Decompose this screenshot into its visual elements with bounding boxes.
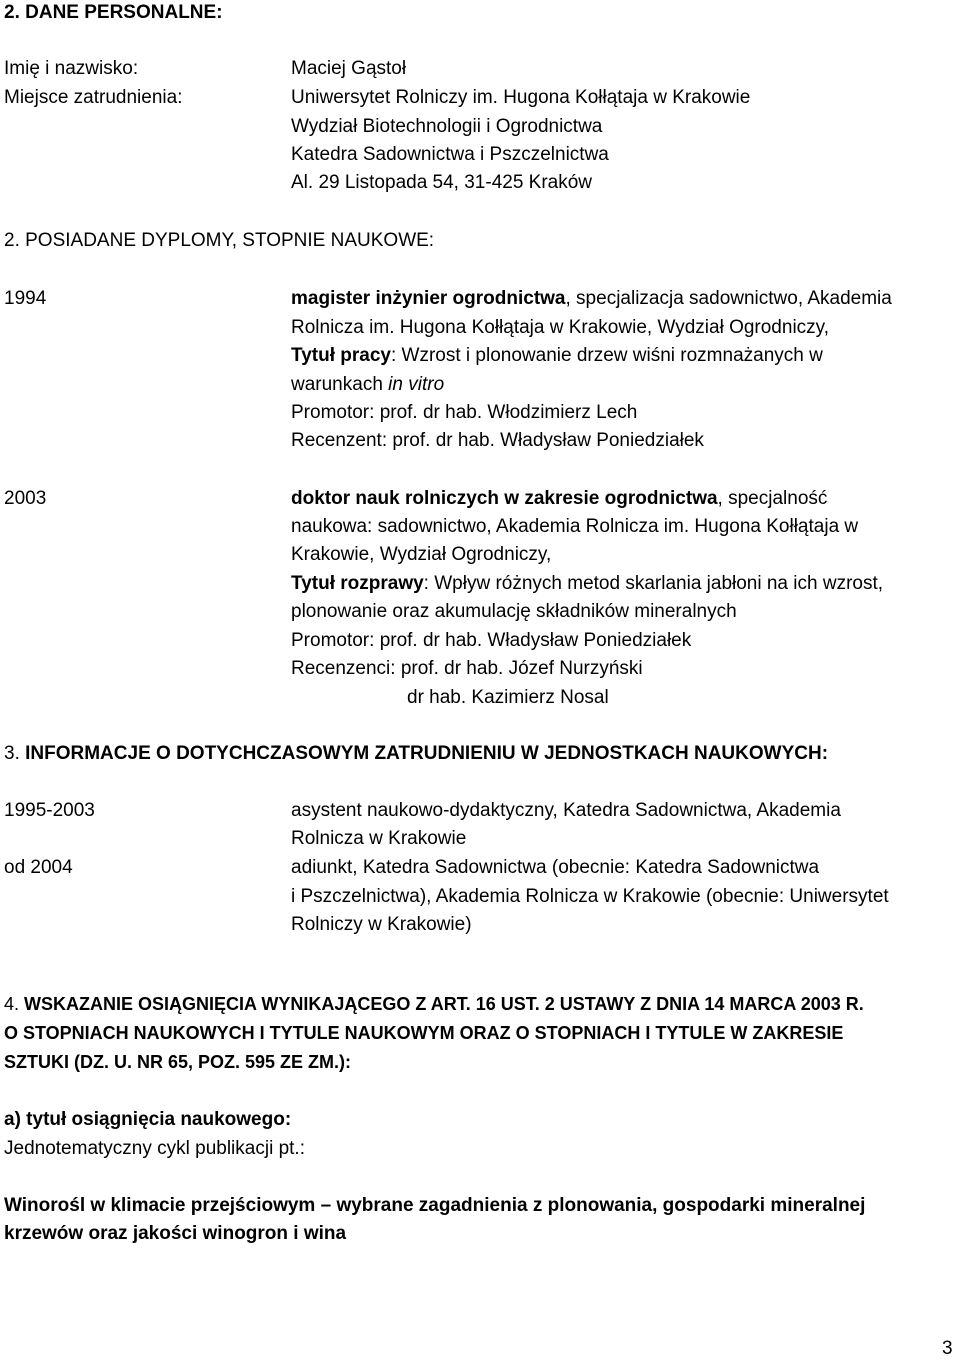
section-number: 3.	[4, 743, 26, 764]
degree-year: 2003	[4, 488, 47, 509]
degree-line	[291, 370, 444, 399]
degree-line-rest: , specjalność	[717, 488, 828, 509]
employment-line: Rolnicza w Krakowie	[291, 828, 467, 849]
name-value: Maciej Gąstoł	[291, 58, 407, 79]
section-title: SZTUKI (DZ. U. NR 65, POZ. 595 ZE ZM.):	[4, 1052, 352, 1072]
section-heading-employment	[4, 739, 828, 768]
degree-line: Krakowie, Wydział Ogrodniczy,	[291, 544, 552, 565]
section-heading-achievement	[4, 990, 864, 1019]
thesis-title-italic: in vitro	[388, 374, 445, 395]
thesis-label: Tytuł pracy	[291, 345, 391, 366]
name-label: Imię i nazwisko:	[4, 58, 139, 79]
section-title: INFORMACJE O DOTYCHCZASOWYM ZATRUDNIENIU W JEDNOSTKACH NAUKOWYCH:	[25, 743, 829, 764]
achievement-description: Jednotematyczny cykl publikacji pt.:	[4, 1138, 305, 1159]
workplace-line: Uniwersytet Rolniczy im. Hugona Kołłątaja w Krakowie	[291, 87, 751, 108]
degree-year: 1994	[4, 288, 47, 309]
degree-line	[291, 341, 823, 370]
degree-line	[291, 484, 827, 513]
thesis-label: Tytuł rozprawy	[291, 573, 424, 594]
workplace-line: Al. 29 Listopada 54, 31-425 Kraków	[291, 172, 593, 193]
achievement-title: krzewów oraz jakości winogron i wina	[4, 1223, 347, 1244]
employment-line: adiunkt, Katedra Sadownictwa (obecnie: Katedra Sadownictwa	[291, 857, 820, 878]
section-heading-personal: 2. DANE PERSONALNE:	[4, 2, 223, 23]
promotor-line: Promotor: prof. dr hab. Włodzimierz Lech	[291, 402, 638, 423]
section-title: WSKAZANIE OSIĄGNIĘCIA WYNIKAJĄCEGO Z ART. 16 UST. 2 USTAWY Z DNIA 14 MARCA 2003 R.	[24, 994, 864, 1014]
thesis-title: warunkach	[291, 374, 389, 395]
employment-period: od 2004	[4, 857, 73, 878]
section-title: O STOPNIACH NAUKOWYCH I TYTULE NAUKOWYM ORAZ O STOPNIACH I TYTULE W ZAKRESIE	[4, 1023, 844, 1043]
achievement-title-label: a) tytuł osiągnięcia naukowego:	[4, 1109, 292, 1130]
degree-title: doktor nauk rolniczych w zakresie ogrodnictwa	[291, 488, 718, 509]
reviewer-line: Recenzent: prof. dr hab. Władysław Poniedziałek	[291, 430, 704, 451]
employment-line: i Pszczelnictwa), Akademia Rolnicza w Krakowie (obecnie: Uniwersytet	[291, 886, 889, 907]
promotor-line: Promotor: prof. dr hab. Władysław Poniedziałek	[291, 630, 692, 651]
degree-line: plonowanie oraz akumulację składników mineralnych	[291, 601, 737, 622]
degree-line: Rolnicza im. Hugona Kołłątaja w Krakowie, Wydział Ogrodniczy,	[291, 317, 830, 338]
section-number: 4.	[4, 994, 25, 1014]
employment-period: 1995-2003	[4, 800, 95, 821]
degree-line	[291, 569, 883, 598]
page-number: 3	[942, 1338, 953, 1359]
workplace-label: Miejsce zatrudnienia:	[4, 87, 183, 108]
thesis-title: : Wpływ różnych metod skarlania jabłoni na ich wzrost,	[423, 573, 884, 594]
employment-line: Rolniczy w Krakowie)	[291, 914, 472, 935]
degree-line: naukowa: sadownictwo, Akademia Rolnicza im. Hugona Kołłątaja w	[291, 516, 859, 537]
section-heading-diplomas: 2. POSIADANE DYPLOMY, STOPNIE NAUKOWE:	[4, 230, 435, 251]
workplace-line: Katedra Sadownictwa i Pszczelnictwa	[291, 144, 609, 165]
degree-title: magister inżynier ogrodnictwa	[291, 288, 566, 309]
workplace-line: Wydział Biotechnologii i Ogrodnictwa	[291, 116, 603, 137]
degree-line	[291, 284, 892, 313]
employment-line: asystent naukowo-dydaktyczny, Katedra Sadownictwa, Akademia	[291, 800, 841, 821]
thesis-title: : Wzrost i plonowanie drzew wiśni rozmnażanych w	[390, 345, 823, 366]
degree-line-rest: , specjalizacja sadownictwo, Akademia	[565, 288, 892, 309]
achievement-title: Winorośl w klimacie przejściowym – wybrane zagadnienia z plonowania, gospodarki mineralnej	[4, 1195, 866, 1216]
reviewer-line: dr hab. Kazimierz Nosal	[407, 687, 609, 708]
reviewer-line: Recenzenci: prof. dr hab. Józef Nurzyński	[291, 658, 643, 679]
